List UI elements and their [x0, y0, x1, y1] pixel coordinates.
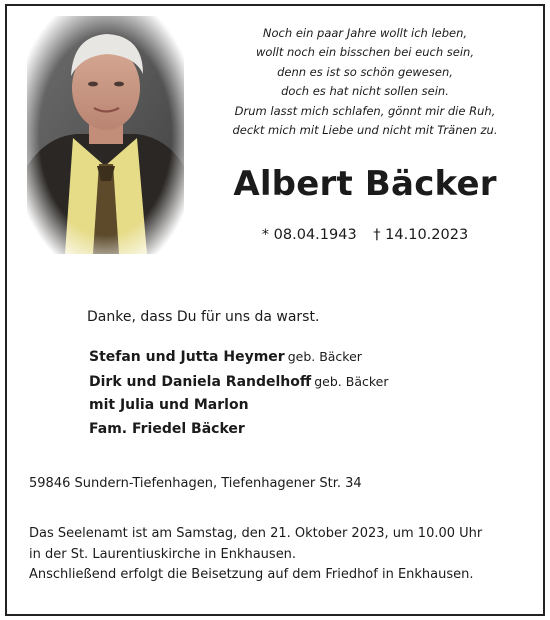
family-entry — [89, 370, 388, 395]
service-line: Anschließend erfolgt die Beisetzung auf dem Friedhof in Enkhausen. — [29, 567, 474, 582]
address: 59846 Sundern-Tiefenhagen, Tiefenhagener Str. 34 — [29, 476, 362, 491]
poem — [200, 24, 530, 140]
poem-line: wollt noch ein bisschen bei euch sein, — [256, 45, 474, 60]
birth-date: * 08.04.1943 — [261, 227, 357, 243]
family-entry — [89, 345, 388, 370]
family-name: Fam. Friedel Bäcker — [89, 420, 245, 437]
family-entry — [89, 418, 388, 442]
portrait-photo — [27, 16, 184, 254]
death-date: † 14.10.2023 — [373, 227, 469, 243]
service-info — [29, 524, 482, 586]
family-note: geb. Bäcker — [314, 373, 389, 389]
family-entry — [89, 394, 388, 418]
family-name: mit Julia und Marlon — [89, 397, 249, 414]
poem-line: denn es ist so schön gewesen, — [277, 64, 453, 79]
life-dates — [200, 227, 530, 243]
poem-line: Drum lasst mich schlafen, gönnt mir die Ruh, — [234, 103, 496, 118]
poem-line: doch es hat nicht sollen sein. — [281, 84, 449, 99]
service-line: in der St. Laurentiuskirche in Enkhausen. — [29, 546, 297, 562]
family-list — [89, 345, 388, 441]
deceased-name: Albert Bäcker — [233, 164, 497, 204]
poem-line: deckt mich mit Liebe und nicht mit Tränen zu. — [232, 123, 498, 138]
family-name: Stefan und Jutta Heymer — [89, 349, 285, 365]
family-name: Dirk und Daniela Randelhoff — [89, 373, 312, 390]
family-note: geb. Bäcker — [287, 349, 362, 364]
poem-line: Noch ein paar Jahre wollt ich leben, — [262, 26, 468, 40]
thanks-text: Danke, dass Du für uns da warst. — [87, 309, 320, 325]
service-line: Das Seelenamt ist am Samstag, den 21. Oktober 2023, um 10.00 Uhr — [29, 526, 483, 541]
